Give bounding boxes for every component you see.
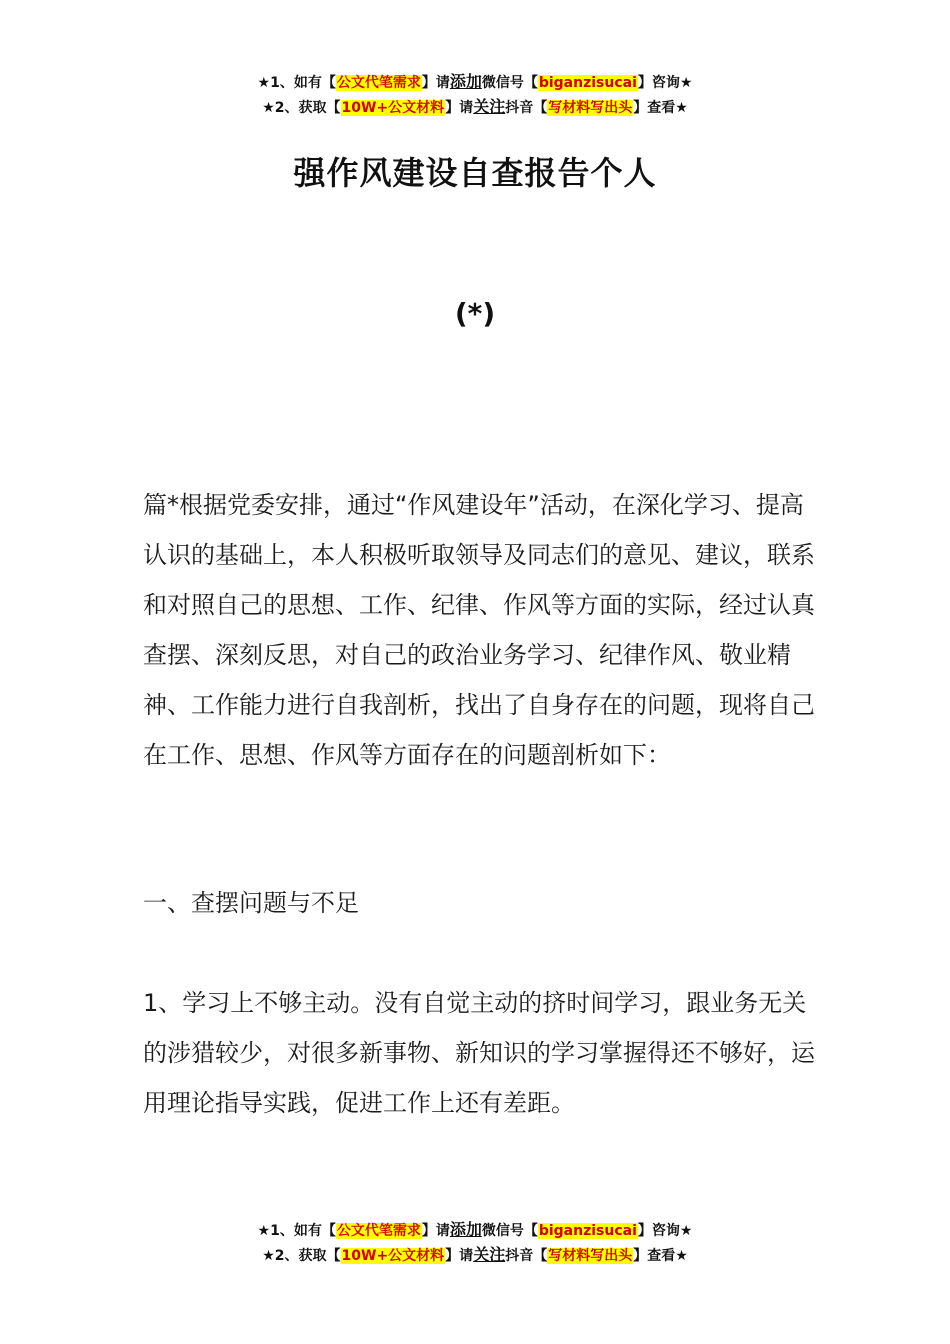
promo-highlight-service: 公文代笔需求 xyxy=(336,75,421,91)
promo-line-2-prefix: ★2、获取【 xyxy=(262,1248,341,1264)
promo-line-2 xyxy=(0,1243,950,1268)
promo-emphasis-add: 添加 xyxy=(449,72,482,91)
promo-highlight-wechat: biganzisucai xyxy=(538,75,637,91)
promo-line-1-prefix: ★1、如有【 xyxy=(257,1223,336,1239)
promo-emphasis-follow: 关注 xyxy=(473,1245,506,1264)
promo-line-1 xyxy=(0,1218,950,1243)
promo-highlight-materials: 10W+公文材料 xyxy=(341,1248,445,1264)
paragraph-item-1: 1、学习上不够主动。没有自觉主动的挤时间学习，跟业务无关的涉猎较少，对很多新事物、新知识的学习掌握得还不够好，运用理论指导实践，促进工作上还有差距。 xyxy=(143,989,815,1117)
promo-line-1-mid2: 微信号【 xyxy=(481,1223,538,1239)
promo-highlight-materials: 10W+公文材料 xyxy=(341,100,445,116)
promo-line-1-suffix: 】咨询★ xyxy=(637,1223,693,1239)
promo-line-1-mid: 】请 xyxy=(421,75,450,91)
promo-line-2-prefix: ★2、获取【 xyxy=(262,100,341,116)
document-title: 强作风建设自查报告个人 xyxy=(293,154,657,192)
promo-line-1-prefix: ★1、如有【 xyxy=(257,75,336,91)
promo-line-2-suffix: 】查看★ xyxy=(633,100,688,116)
section-heading-1: 一、查摆问题与不足 xyxy=(143,889,359,917)
promo-line-1-suffix: 】咨询★ xyxy=(637,75,693,91)
promo-line-1 xyxy=(0,70,950,95)
promo-line-2-mid2: 抖音【 xyxy=(505,1248,548,1264)
promo-highlight-douyin: 写材料写出头 xyxy=(548,100,633,116)
promo-emphasis-follow: 关注 xyxy=(473,97,506,116)
promo-line-1-mid: 】请 xyxy=(421,1223,450,1239)
promo-line-1-mid2: 微信号【 xyxy=(481,75,538,91)
promo-highlight-service: 公文代笔需求 xyxy=(336,1223,421,1239)
promo-banner-bottom xyxy=(0,1218,950,1268)
promo-emphasis-add: 添加 xyxy=(449,1220,482,1239)
promo-line-2-mid: 】请 xyxy=(445,1248,474,1264)
promo-line-2-mid2: 抖音【 xyxy=(505,100,548,116)
document-subtitle: (*) xyxy=(454,297,496,330)
promo-line-2-suffix: 】查看★ xyxy=(633,1248,688,1264)
promo-highlight-douyin: 写材料写出头 xyxy=(548,1248,633,1264)
promo-line-2-mid: 】请 xyxy=(445,100,474,116)
promo-line-2 xyxy=(0,95,950,120)
promo-highlight-wechat: biganzisucai xyxy=(538,1223,637,1239)
promo-banner-top xyxy=(0,70,950,120)
paragraph-intro: 篇*根据党委安排，通过“作风建设年”活动，在深化学习、提高认识的基础上，本人积极听取领导及同志们的意见、建议，联系和对照自己的思想、工作、纪律、作风等方面的实际，经过认真查摆、深刻反思，对自己的政治业务学习、纪律作风、敬业精神、工作能力进行自我剖析，找出了自身存在的问题，现将自己在工作、思想、作风等方面存在的问题剖析如下： xyxy=(143,491,815,769)
